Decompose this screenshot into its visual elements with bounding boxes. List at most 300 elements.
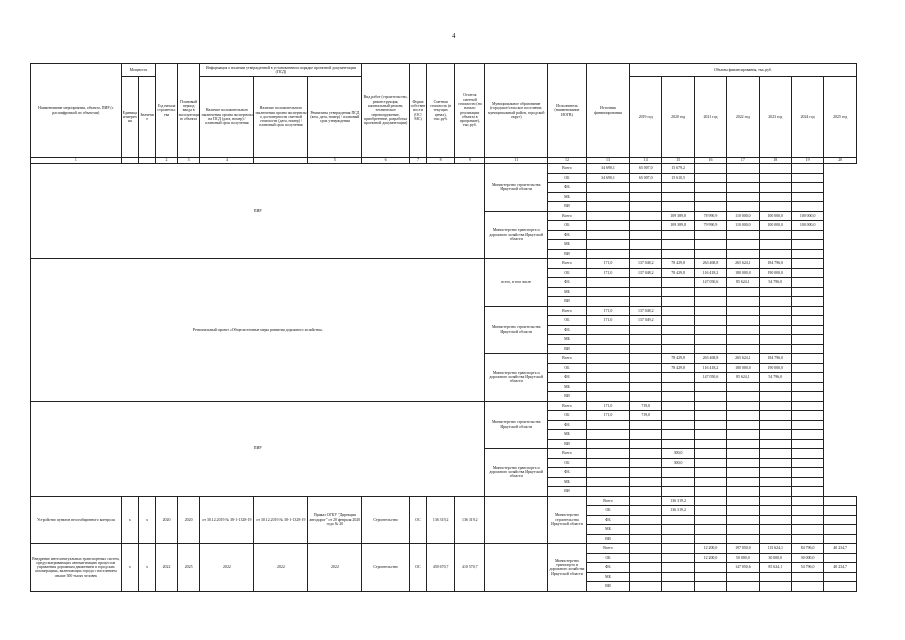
amount-cell <box>630 563 662 573</box>
column-number: 7 <box>409 158 426 164</box>
header-estimated-cost: Сметная стоимость (в текущих ценах), тыс.руб. <box>427 64 455 158</box>
amount-cell: 40 234,7 <box>824 544 857 554</box>
fund-source: ВИ <box>586 534 629 544</box>
column-number: 3 <box>177 158 200 164</box>
amount-cell <box>662 335 694 345</box>
amount-cell: 137 048,2 <box>630 268 662 278</box>
fund-source: Всего <box>548 354 587 364</box>
amount-cell <box>694 287 726 297</box>
fund-source: МБ <box>586 572 629 582</box>
fund-source: Всего <box>548 449 587 459</box>
fund-source: Всего <box>586 544 629 554</box>
work-type: Строительство <box>362 496 410 544</box>
amount-cell <box>694 401 726 411</box>
header-plan-year: Плановый период ввода в эксплуатацию объекта <box>177 64 200 158</box>
amount-cell <box>662 430 694 440</box>
amount-cell <box>630 553 662 563</box>
fund-source: МБ <box>548 287 587 297</box>
amount-cell: 147 050,6 <box>727 563 759 573</box>
amount-cell <box>759 401 791 411</box>
amount-cell <box>586 221 629 231</box>
amount-cell: 15 610,5 <box>662 173 694 183</box>
start-year: 2022 <box>156 544 178 592</box>
header-start-year: Год начала строительства <box>156 64 178 158</box>
amount-cell <box>694 515 726 525</box>
amount-cell <box>791 515 823 525</box>
fund-source: ФБ <box>548 183 587 193</box>
amount-cell <box>630 230 662 240</box>
amount-cell: 263 468,8 <box>694 354 726 364</box>
amount-cell <box>662 382 694 392</box>
amount-cell <box>630 240 662 250</box>
amount-cell <box>727 316 759 326</box>
amount-cell <box>630 373 662 383</box>
amount-cell: 85 624,1 <box>759 563 791 573</box>
amount-cell <box>824 496 857 506</box>
expert-conclusion: от 30.12.2019 № 38-1-1328-19 <box>200 496 254 544</box>
amount-cell: 65 007,0 <box>630 173 662 183</box>
amount-cell <box>727 496 759 506</box>
amount-cell <box>727 335 759 345</box>
amount-cell: 110 000,0 <box>727 221 759 231</box>
amount-cell <box>662 278 694 288</box>
fund-source: МБ <box>548 335 587 345</box>
amount-cell <box>727 411 759 421</box>
power-value: x <box>138 496 155 544</box>
fund-source: ВИ <box>548 487 587 497</box>
amount-cell <box>791 449 823 459</box>
cost-conclusion: 2022 <box>254 544 308 592</box>
amount-cell <box>791 401 823 411</box>
work-type: Строительство <box>362 544 410 592</box>
amount-cell <box>727 173 759 183</box>
amount-cell <box>662 420 694 430</box>
amount-cell <box>630 192 662 202</box>
fund-source: ВИ <box>548 202 587 212</box>
amount-cell <box>759 525 791 535</box>
executor-name: Министерство строительства Иркутской области <box>485 164 548 212</box>
amount-cell <box>586 420 629 430</box>
amount-cell: 12 200,0 <box>694 553 726 563</box>
amount-cell <box>630 202 662 212</box>
amount-cell <box>791 525 823 535</box>
amount-cell: 30 000,0 <box>791 553 823 563</box>
amount-cell <box>630 344 662 354</box>
amount-cell <box>586 202 629 212</box>
estimated-cost: 450 670,7 <box>427 544 455 592</box>
table-row <box>31 401 857 411</box>
amount-cell <box>694 420 726 430</box>
header-pd-cost: Наличие положительного заключения органа экспертизы о достоверности сметной стоимости (дата, номер) / плановый срок получения <box>254 77 308 158</box>
amount-cell: 78 429,8 <box>662 268 694 278</box>
header-municipality: Муниципальное образование (городское/сельское поселение, муниципальный район, городской округ) <box>485 64 548 158</box>
table-row <box>31 544 857 554</box>
fund-source: ОБ <box>548 173 587 183</box>
amount-cell <box>791 344 823 354</box>
amount-cell <box>662 487 694 497</box>
amount-cell <box>586 249 629 259</box>
column-number: 14 <box>630 158 662 164</box>
amount-cell <box>791 278 823 288</box>
amount-cell <box>694 173 726 183</box>
amount-cell: 116 418,2 <box>694 268 726 278</box>
amount-cell <box>694 382 726 392</box>
amount-cell <box>630 525 662 535</box>
executor-name: всего, в том числе <box>485 259 548 307</box>
amount-cell <box>662 544 694 554</box>
fund-source: МБ <box>548 477 587 487</box>
amount-cell: 300,0 <box>662 458 694 468</box>
column-number: 5 <box>308 158 362 164</box>
amount-cell <box>694 249 726 259</box>
amount-cell <box>630 354 662 364</box>
municipality-cell <box>485 544 548 592</box>
amount-cell <box>727 192 759 202</box>
amount-cell <box>727 401 759 411</box>
amount-cell <box>759 458 791 468</box>
amount-cell <box>662 401 694 411</box>
fund-source: ОБ <box>548 221 587 231</box>
column-number: 2 <box>156 158 178 164</box>
amount-cell <box>727 534 759 544</box>
amount-cell <box>791 373 823 383</box>
amount-cell: 115 624,1 <box>759 544 791 554</box>
amount-cell: 78 990,9 <box>694 211 726 221</box>
amount-cell <box>759 344 791 354</box>
amount-cell <box>791 230 823 240</box>
amount-cell <box>586 468 629 478</box>
amount-cell <box>662 344 694 354</box>
amount-cell <box>759 249 791 259</box>
header-ownership: Форма собственности (ОС/МС) <box>409 64 426 158</box>
header-year: 2024 год <box>791 77 823 158</box>
amount-cell: 78 429,8 <box>662 363 694 373</box>
amount-cell: 171,0 <box>586 259 629 269</box>
amount-cell <box>630 572 662 582</box>
plan-year: 2025 <box>177 544 200 592</box>
amount-cell <box>759 287 791 297</box>
amount-cell: 84 796,0 <box>791 544 823 554</box>
fund-source: ОБ <box>586 553 629 563</box>
amount-cell <box>630 439 662 449</box>
amount-cell <box>824 553 857 563</box>
fund-source: ФБ <box>548 373 587 383</box>
fund-source: ФБ <box>548 325 587 335</box>
power-value: x <box>138 544 155 592</box>
amount-cell <box>791 363 823 373</box>
amount-cell <box>630 335 662 345</box>
amount-cell <box>759 240 791 250</box>
amount-cell <box>662 439 694 449</box>
financing-table <box>30 63 857 592</box>
amount-cell <box>586 449 629 459</box>
header-remaining-cost: Остаток сметной стоимости (на начало реализации объекта в программе), тыс.руб. <box>455 64 485 158</box>
amount-cell <box>759 335 791 345</box>
amount-cell: 171,0 <box>586 316 629 326</box>
object-name: Устройство пунктов весогабаритного контроля <box>31 496 122 544</box>
fund-source: Всего <box>548 164 587 174</box>
amount-cell: 171,0 <box>586 268 629 278</box>
amount-cell <box>586 240 629 250</box>
header-year: 2021 год <box>694 77 726 158</box>
amount-cell <box>759 496 791 506</box>
amount-cell <box>791 192 823 202</box>
amount-cell <box>586 363 629 373</box>
amount-cell <box>727 477 759 487</box>
amount-cell <box>727 449 759 459</box>
header-pd-group: Информация о наличии утвержденной в установленном порядке проектной документации (ПСД) <box>200 64 362 77</box>
amount-cell <box>586 335 629 345</box>
amount-cell <box>791 183 823 193</box>
amount-cell <box>727 306 759 316</box>
amount-cell <box>630 430 662 440</box>
fund-source: ОБ <box>548 363 587 373</box>
amount-cell: 109 389,8 <box>662 211 694 221</box>
amount-cell <box>662 477 694 487</box>
header-year: 2022 год <box>727 77 759 158</box>
fund-source: ВИ <box>548 439 587 449</box>
amount-cell: 100 000,0 <box>791 221 823 231</box>
amount-cell <box>727 458 759 468</box>
amount-cell <box>727 344 759 354</box>
amount-cell <box>630 297 662 307</box>
amount-cell: 54 796,0 <box>791 563 823 573</box>
amount-cell <box>694 430 726 440</box>
amount-cell: 85 624,1 <box>727 278 759 288</box>
amount-cell: 12 200,0 <box>694 544 726 554</box>
amount-cell: 50 000,0 <box>727 553 759 563</box>
amount-cell <box>694 439 726 449</box>
column-number: 8 <box>427 158 455 164</box>
amount-cell <box>630 249 662 259</box>
executor-name: Министерство строительства Иркутской области <box>485 306 548 354</box>
amount-cell <box>791 392 823 402</box>
amount-cell <box>662 534 694 544</box>
fund-source: Всего <box>586 496 629 506</box>
amount-cell <box>759 430 791 440</box>
header-work-type: Вид работ (строительство, реконструкция, капитальный ремонт, техническое перевооружение, приобретение, разработка проектной документации) <box>362 64 410 158</box>
cost-conclusion: от 30.12.2019 № 38-1-1328-19 <box>254 496 308 544</box>
fund-source: МБ <box>548 382 587 392</box>
header-fin-group: Объемы финансирования, тыс.руб. <box>630 64 857 77</box>
amount-cell: 85 624,1 <box>727 373 759 383</box>
column-number: 4 <box>200 158 254 164</box>
amount-cell <box>630 496 662 506</box>
amount-cell: 34 690,1 <box>586 164 629 174</box>
amount-cell <box>586 183 629 193</box>
amount-cell <box>759 164 791 174</box>
amount-cell <box>694 487 726 497</box>
amount-cell: 79 990,9 <box>694 221 726 231</box>
amount-cell: 180 000,0 <box>727 363 759 373</box>
amount-cell <box>791 382 823 392</box>
amount-cell: 171,0 <box>586 306 629 316</box>
amount-cell <box>694 297 726 307</box>
header-power-unit: Единица измерения <box>121 77 138 158</box>
amount-cell <box>586 344 629 354</box>
amount-cell <box>586 430 629 440</box>
executor-name: Министерство транспорта и дорожного хозяйства Иркутской области <box>548 544 587 592</box>
executor-name: Министерство строительства Иркутской области <box>485 401 548 449</box>
amount-cell <box>727 287 759 297</box>
amount-cell <box>630 449 662 459</box>
amount-cell <box>662 468 694 478</box>
object-name: Внедрение интеллектуальных транспортных систем, предусматривающих автоматизацию процессов управления дорожным движением в городских агломерациях, включающих города с населением свыше 300 тысяч человек <box>31 544 122 592</box>
amount-cell <box>586 297 629 307</box>
amount-cell <box>662 325 694 335</box>
amount-cell <box>727 249 759 259</box>
amount-cell <box>694 183 726 193</box>
amount-cell <box>727 582 759 592</box>
amount-cell <box>694 306 726 316</box>
header-year: 2023 год <box>759 77 791 158</box>
amount-cell: 15 679,2 <box>662 164 694 174</box>
amount-cell <box>791 420 823 430</box>
amount-cell <box>759 534 791 544</box>
amount-cell: 180 000,0 <box>727 268 759 278</box>
remaining-cost: 136 319,2 <box>455 496 485 544</box>
amount-cell: 197 050,0 <box>727 544 759 554</box>
header-year: 2019 год <box>630 77 662 158</box>
fund-source: ВИ <box>548 249 587 259</box>
amount-cell: 54 796,0 <box>759 278 791 288</box>
fund-source: Всего <box>548 401 587 411</box>
amount-cell <box>759 382 791 392</box>
section-name: ПИР <box>31 164 485 259</box>
amount-cell <box>759 325 791 335</box>
amount-cell <box>824 572 857 582</box>
table-row <box>31 496 857 506</box>
fund-source: ОБ <box>548 458 587 468</box>
amount-cell: 34 690,1 <box>586 173 629 183</box>
amount-cell: 109 389,8 <box>662 221 694 231</box>
fund-source: ФБ <box>548 420 587 430</box>
amount-cell <box>662 515 694 525</box>
amount-cell <box>694 468 726 478</box>
amount-cell <box>791 458 823 468</box>
amount-cell <box>662 553 694 563</box>
amount-cell <box>586 325 629 335</box>
amount-cell: 100 000,0 <box>759 221 791 231</box>
column-number: 18 <box>759 158 791 164</box>
amount-cell <box>759 202 791 212</box>
amount-cell <box>727 382 759 392</box>
amount-cell: 137 049,2 <box>630 316 662 326</box>
header-year: 2025 год <box>824 77 857 158</box>
amount-cell <box>662 192 694 202</box>
amount-cell <box>759 439 791 449</box>
amount-cell: 100 000,0 <box>759 211 791 221</box>
amount-cell <box>630 487 662 497</box>
remaining-cost: 410 570,7 <box>455 544 485 592</box>
fund-source: ВИ <box>548 392 587 402</box>
amount-cell <box>662 582 694 592</box>
estimated-cost: 136 319,2 <box>427 496 455 544</box>
amount-cell <box>791 468 823 478</box>
amount-cell <box>791 439 823 449</box>
fund-source: ФБ <box>586 563 629 573</box>
fund-source: ВИ <box>548 344 587 354</box>
executor-name: Министерство строительства Иркутской области <box>548 496 587 544</box>
amount-cell <box>694 202 726 212</box>
amount-cell: 137 048,2 <box>630 259 662 269</box>
amount-cell <box>586 439 629 449</box>
amount-cell: 136 319,2 <box>662 506 694 516</box>
column-number: 17 <box>727 158 759 164</box>
amount-cell <box>662 240 694 250</box>
amount-cell <box>694 496 726 506</box>
amount-cell <box>630 477 662 487</box>
column-number: 12 <box>548 158 587 164</box>
amount-cell <box>791 487 823 497</box>
amount-cell <box>586 373 629 383</box>
amount-cell <box>630 515 662 525</box>
amount-cell <box>759 173 791 183</box>
amount-cell <box>824 582 857 592</box>
amount-cell <box>662 392 694 402</box>
amount-cell <box>791 259 823 269</box>
fund-source: ОБ <box>548 268 587 278</box>
amount-cell: 719,0 <box>630 401 662 411</box>
column-number: 9 <box>455 158 485 164</box>
amount-cell <box>791 173 823 183</box>
amount-cell <box>759 306 791 316</box>
amount-cell <box>662 230 694 240</box>
amount-cell <box>586 211 629 221</box>
header-fund-source: Источник финансирования <box>586 64 629 158</box>
amount-cell <box>662 316 694 326</box>
column-number: 13 <box>586 158 629 164</box>
fund-source: Всего <box>548 211 587 221</box>
amount-cell <box>586 354 629 364</box>
expert-conclusion: 2022 <box>200 544 254 592</box>
amount-cell: 110 000,0 <box>727 211 759 221</box>
amount-cell <box>791 335 823 345</box>
pd-approval: 2022 <box>308 544 362 592</box>
amount-cell <box>759 230 791 240</box>
amount-cell <box>759 420 791 430</box>
fund-source: ВИ <box>548 297 587 307</box>
amount-cell: 171,0 <box>586 401 629 411</box>
amount-cell <box>791 354 823 364</box>
fund-source: ФБ <box>548 230 587 240</box>
amount-cell <box>630 382 662 392</box>
amount-cell <box>630 278 662 288</box>
amount-cell <box>759 411 791 421</box>
amount-cell <box>630 534 662 544</box>
amount-cell <box>662 572 694 582</box>
amount-cell <box>630 325 662 335</box>
amount-cell <box>662 202 694 212</box>
amount-cell <box>759 515 791 525</box>
amount-cell: 100 000,0 <box>791 211 823 221</box>
amount-cell <box>630 468 662 478</box>
amount-cell <box>759 192 791 202</box>
amount-cell <box>630 183 662 193</box>
amount-cell <box>694 240 726 250</box>
amount-cell <box>662 373 694 383</box>
fund-source: ФБ <box>548 278 587 288</box>
amount-cell <box>694 582 726 592</box>
amount-cell <box>727 525 759 535</box>
amount-cell <box>791 496 823 506</box>
amount-cell <box>694 525 726 535</box>
amount-cell: 40 234,7 <box>824 563 857 573</box>
amount-cell <box>727 430 759 440</box>
amount-cell <box>586 382 629 392</box>
amount-cell: 78 429,8 <box>662 354 694 364</box>
header-executor: Исполнитель (наименование ИОГВ) <box>548 64 587 158</box>
